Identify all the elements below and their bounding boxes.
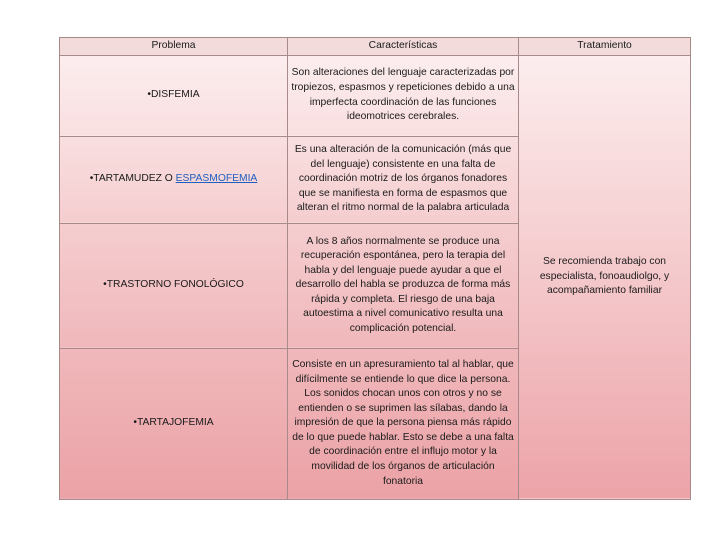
problem-cell-tartamudez <box>60 136 288 223</box>
header-treatment: Tratamiento <box>519 38 691 56</box>
problem-label-tartamudez: •TARTAMUDEZ O <box>89 173 176 185</box>
problem-cell-tartajofemia: •TARTAJOFEMIA <box>60 348 288 499</box>
problem-cell-trastorno-fonologico: •TRASTORNO FONOLÓGICO <box>60 223 288 348</box>
header-characteristics: Características <box>288 38 519 56</box>
speech-disorders-table <box>59 37 691 500</box>
header-problem: Problema <box>60 38 288 56</box>
problem-cell-disfemia: •DISFEMIA <box>60 55 288 136</box>
characteristics-cell-tartamudez: Es una alteración de la comunicación (más que del lenguaje) consistente en una falta de coordinación motriz de los órganos fonadores que se manifiesta en forma de espasmos que alteran el ritmo normal de la palabra articulada <box>288 136 519 223</box>
characteristics-cell-disfemia: Son alteraciones del lenguaje caracterizadas por tropiezos, espasmos y repeticiones debido a una imperfecta coordinación de las funciones ideomotrices cerebrales. <box>288 55 519 136</box>
characteristics-cell-trastorno-fonologico: A los 8 años normalmente se produce una recuperación espontánea, pero la terapia del habla y del lenguaje puede ayudar a que el desarrollo del habla se produzca de forma más rápida y completa. El riesgo de una baja autoestima a nivel comunicativo resulta una complicación potencial. <box>288 223 519 348</box>
espasmofemia-link[interactable]: ESPASMOFEMIA <box>175 173 258 185</box>
treatment-cell: Se recomienda trabajo con especialista, fonoaudiolgo, y acompañamiento familiar <box>519 55 691 499</box>
table-body <box>60 55 691 499</box>
header-row <box>60 38 691 56</box>
table-row <box>60 55 691 136</box>
table-header <box>60 38 691 56</box>
characteristics-cell-tartajofemia: Consiste en un apresuramiento tal al hablar, que difícilmente se entiende lo que dice la persona. Los sonidos chocan unos con otros y no se entienden o se suprimen las sílabas, dando la impresión de que la persona piensa más rápido de lo que puede hablar. Esto se debe a una falta de coordinación entre el influjo motor y la movilidad de los órganos de articulación fonatoria <box>288 348 519 499</box>
